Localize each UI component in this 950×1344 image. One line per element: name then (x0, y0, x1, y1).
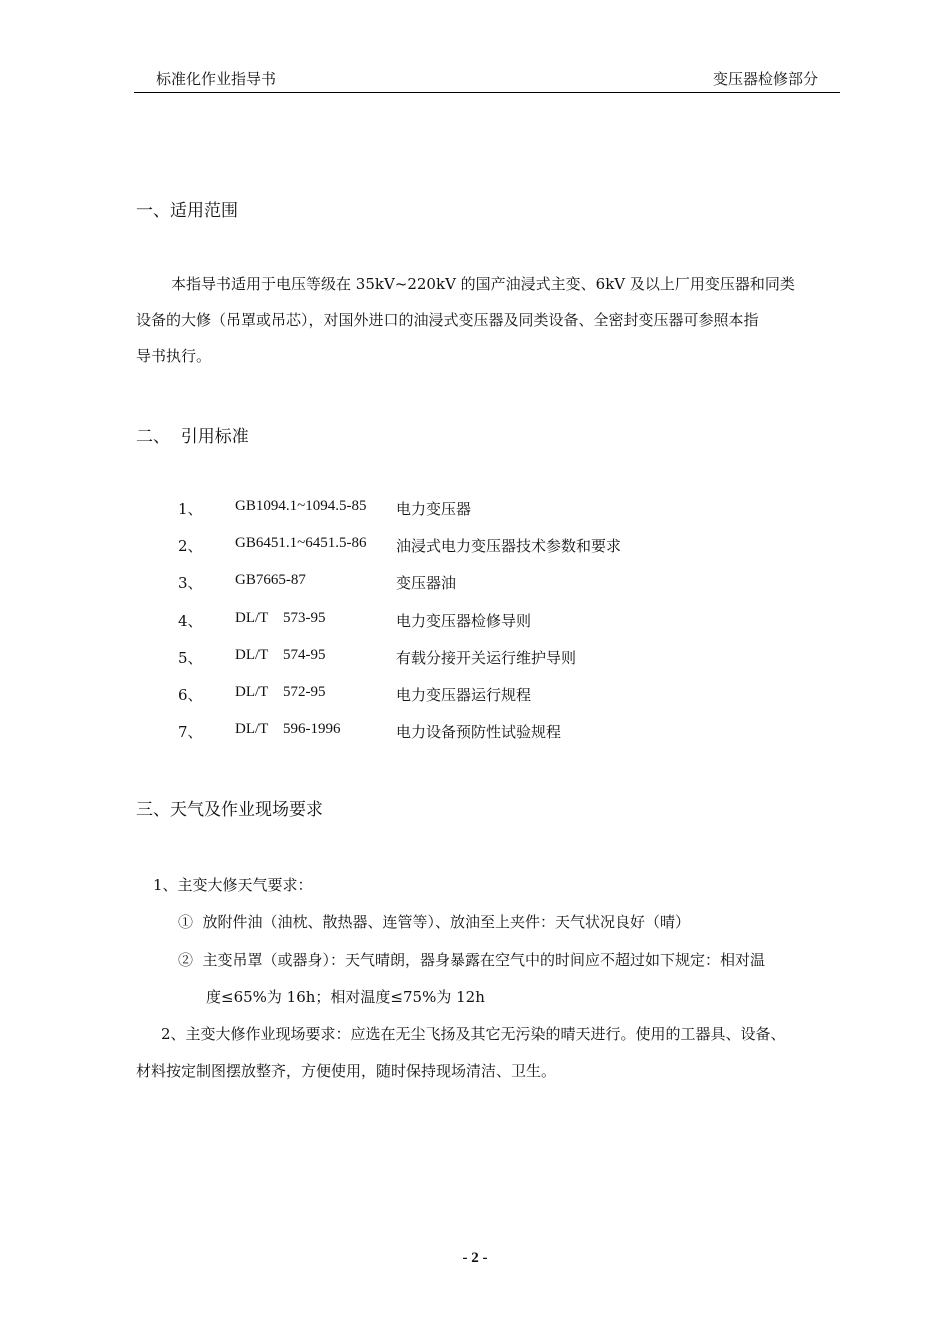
weather-sub-item-2-continued: 度≤65%为 16h；相对温度≤75%为 12h (206, 988, 485, 1006)
weather-sub-item-1: ① 放附件油（油枕、散热器、连管等）、放油至上夹件：天气状况良好（晴） (178, 913, 691, 931)
reference-code: DL/T 574-95 (235, 647, 326, 663)
reference-code: DL/T 573-95 (235, 610, 326, 626)
reference-number: 2、 (178, 537, 203, 555)
reference-row (178, 572, 778, 596)
reference-number: 6、 (178, 686, 203, 704)
section1-line-3: 导书执行。 (136, 347, 212, 365)
reference-number: 3、 (178, 574, 203, 592)
reference-row (178, 647, 778, 671)
header-doc-title: 标准化作业指导书 (156, 70, 277, 88)
reference-name: 电力变压器运行规程 (396, 686, 532, 704)
reference-code: DL/T 572-95 (235, 684, 326, 700)
site-requirement-item: 2、主变大修作业现场要求：应选在无尘飞扬及其它无污染的晴天进行。使用的工器具、设备、 (161, 1025, 786, 1043)
reference-code: GB1094.1~1094.5-85 (235, 498, 367, 514)
reference-row (178, 498, 778, 522)
reference-row (178, 721, 778, 745)
reference-name: 有载分接开关运行维护导则 (396, 649, 577, 667)
reference-row (178, 610, 778, 634)
reference-code: GB7665-87 (235, 572, 306, 588)
weather-sub-item-2: ② 主变吊罩（或器身）：天气晴朗，器身暴露在空气中的时间应不超过如下规定：相对温 (178, 951, 766, 969)
reference-name: 电力变压器 (396, 500, 472, 518)
reference-number: 1、 (178, 500, 203, 518)
reference-row (178, 684, 778, 708)
reference-code: GB6451.1~6451.5-86 (235, 535, 367, 551)
header-section-title: 变压器检修部分 (712, 70, 818, 88)
page-header (134, 66, 840, 93)
reference-number: 5、 (178, 649, 203, 667)
section1-line-2: 设备的大修（吊罩或吊芯），对国外进口的油浸式变压器及同类设备、全密封变压器可参照本指 (136, 311, 759, 329)
reference-number: 7、 (178, 723, 203, 741)
reference-code: DL/T 596-1996 (235, 721, 341, 737)
reference-name: 变压器油 (396, 574, 457, 592)
weather-requirement-item: 1、主变大修天气要求： (153, 876, 313, 894)
section3-heading: 三、天气及作业现场要求 (136, 800, 323, 820)
reference-name: 电力变压器检修导则 (396, 612, 532, 630)
page-number: - 2 - (462, 1250, 488, 1266)
reference-row (178, 535, 778, 559)
section2-heading: 二、 引用标准 (136, 427, 249, 447)
reference-number: 4、 (178, 612, 203, 630)
site-requirement-item-continued: 材料按定制图摆放整齐，方便使用，随时保持现场清洁、卫生。 (136, 1062, 557, 1080)
section1-heading: 一、适用范围 (136, 201, 238, 221)
reference-name: 油浸式电力变压器技术参数和要求 (396, 537, 622, 555)
section1-line-1: 本指导书适用于电压等级在 35kV~220kV 的国产油浸式主变、6kV 及以上厂用变压器和同类 (171, 275, 795, 293)
reference-name: 电力设备预防性试验规程 (396, 723, 562, 741)
